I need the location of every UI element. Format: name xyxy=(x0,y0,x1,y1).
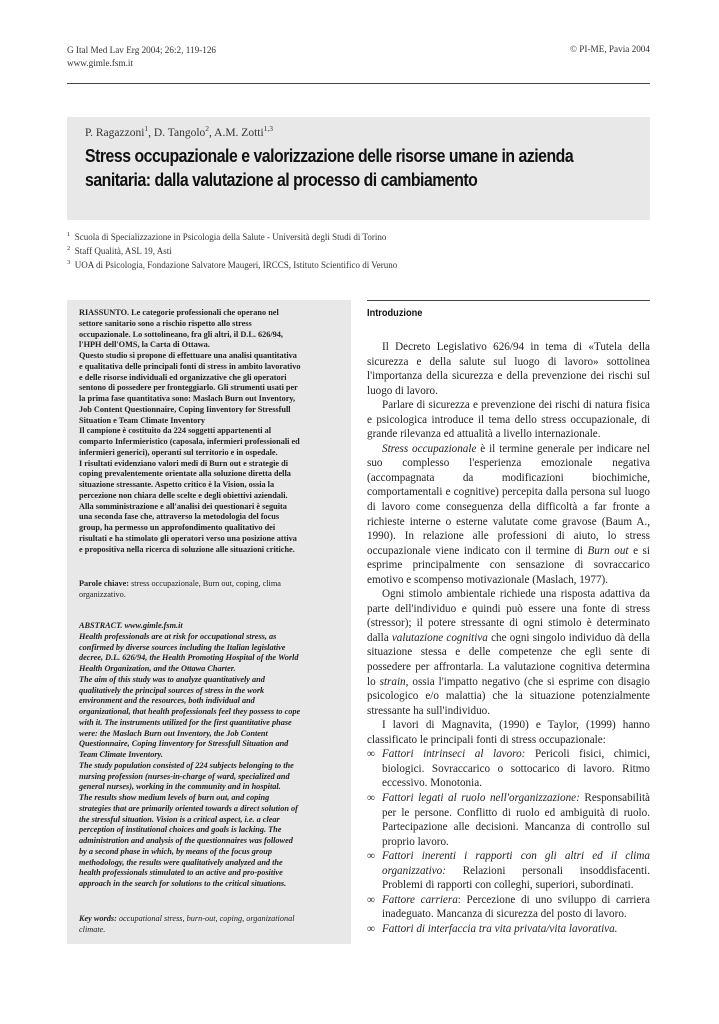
abstract-line: settore sanitario sono a rischio rispetto allo stress xyxy=(79,318,252,328)
paragraph: Parlare di sicurezza e prevenzione dei rischi di natura fisica e psicologica introduce il tema dello stress occupazionale, di grande rilevanza ed attualità a livello internazionale. xyxy=(367,399,650,441)
list-item: ∞ Fattore carriera: Percezione di uno sviluppo di carriera inadeguato. Mancanza di sicurezza del posto di lavoro. xyxy=(367,893,650,921)
affiliation: $^2$ Staff Qualità, ASL 19, Asti xyxy=(67,245,172,257)
list-item: ∞ Fattori inerenti i rapporti con gli altri ed il clima organizzativo: Relazioni personali insoddisfacenti. Problemi di rapporti con colleghi, superiori, subordinati. xyxy=(367,850,650,892)
author-name: , A.M. Zotti xyxy=(209,126,264,139)
abstract-line: The results show medium levels of burn out, and coping xyxy=(79,793,270,802)
journal-reference: G Ital Med Lav Erg 2004; 26:2, 119-126 xyxy=(67,45,217,55)
list-item: ∞ Fattori di interfaccia tra vita privata/vita lavorativa. xyxy=(367,922,618,935)
list-item: ∞ Fattori legati al ruolo nell'organizzazione: Responsabilità per le persone. Conflitto di ruolo ed ambiguità di ruolo. Partecipazione alle decisioni. Mancanza di controllo sul proprio lavoro. xyxy=(367,791,650,848)
copyright: © PI-ME, Pavia 2004 xyxy=(570,44,650,54)
author-affil-mark: 1,3 xyxy=(263,124,274,133)
abstract-line: Questo studio si propone di effettuare una analisi quantitativa xyxy=(79,351,297,360)
abstract-line: comparto Infermieristico (caposala, infermieri professionali ed xyxy=(79,437,300,446)
paper-title xyxy=(85,144,635,192)
abstract-line: health professionals stimulated to an active and pro-positive xyxy=(79,868,283,878)
abstract-line: infermieri generici), operanti sul territorio e in ospedale. xyxy=(79,447,278,457)
keywords-label: Key words: xyxy=(79,914,117,923)
paragraph: Il Decreto Legislativo 626/94 in tema di «Tutela della sicurezza e della salute sul luogo di lavoro» sottolinea l'importanza della sicurezza e della prevenzione dei rischi sul luogo di lavoro. xyxy=(367,341,650,397)
section-rule xyxy=(367,300,650,301)
abstract-line: general nurses), working in the community and in hospital. xyxy=(79,782,281,792)
abstract-line: la prima fase quantitativa sono: Maslach Burn out Inventory, xyxy=(79,394,296,403)
infinity-bullet-icon: ∞ xyxy=(367,791,375,804)
authors xyxy=(85,124,273,139)
keywords-english: Key words: occupational stress, burn-out, coping, organizational climate. xyxy=(79,914,295,934)
abstract-line: with it. The instruments utilized for the first quantitative phase xyxy=(79,717,292,727)
abstract-line: The aim of this study was to analyze quantitatively and xyxy=(79,674,265,684)
abstract-line: Questionnaire, Coping Iinventory for Stressfull Situation and xyxy=(79,739,289,749)
keywords-italian: Parole chiave: stress occupazionale, Burn out, coping, clima organizzativo. xyxy=(79,579,281,599)
paragraph: Ogni stimolo ambientale richiede una risposta adattiva da parte dell'individuo e quindi può essere una fonte di stress (stressor); il potere stressante di ogni stimolo è determinato dalla valutazione cognitiva che ogni singolo individuo dà della situazione stessa e delle competenze che egli sente di possedere per affrontarla. La valutazione cognitiva determina lo strain, ossia l'impatto negativo (che si esprime con disagio psicologico e/o malattia) che la situazione potenzialmente stressante ha sull'individuo. xyxy=(367,588,650,717)
abstract-line: Il campione è costituito da 224 soggetti appartenenti al xyxy=(79,426,272,436)
author-name: P. Ragazzoni xyxy=(85,126,145,139)
abstract-line: e propositiva nella ricerca di soluzione alle situazioni critiche. xyxy=(79,544,295,554)
abstract-line: una seconda fase che, attraverso la metodologia del focus xyxy=(79,512,280,522)
abstract-line: Health professionals are at risk for occupational stress, as xyxy=(79,631,277,641)
journal-url[interactable]: www.gimle.fsm.it xyxy=(67,57,134,68)
infinity-bullet-icon: ∞ xyxy=(367,893,375,906)
abstract-line: confirmed by diverse sources including the Italian legislative xyxy=(79,642,286,652)
abstract-line: qualitatively the principal sources of stress in the work xyxy=(79,685,265,695)
abstract-line: decree, D.L. 626/94, the Health Promoting Hospital of the World xyxy=(79,653,299,663)
abstract-line: situazione stressante. Aspetto critico è la Vision, ossia la xyxy=(79,480,275,489)
abstract-line: methodology, the results were qualitatively analyzed and the xyxy=(79,857,283,867)
title-line: sanitaria: dalla valutazione al processo di cambiamento xyxy=(85,169,478,190)
infinity-bullet-icon: ∞ xyxy=(367,748,375,761)
journal-citation xyxy=(67,44,216,69)
affiliation: $^1$ Scuola di Specializzazione in Psicologia della Salute - Università degli Studi di Torino xyxy=(67,231,387,242)
author-affil-mark: 1 xyxy=(144,124,149,133)
abstract-line: the stressful situation. Vision is a critical aspect, i.e. a clear xyxy=(79,814,280,824)
abstract-line: approach in the search for solutions to the critical situations. xyxy=(79,879,287,888)
paragraph: I lavori di Magnavita, (1990) e Taylor, (1999) hanno classificato le principali fonti di stress occupazionale: xyxy=(367,719,650,746)
author-affil-mark: 2 xyxy=(205,124,210,133)
abstract-line: ABSTRACT. www.gimle.fsm.it xyxy=(79,621,183,630)
abstract-line: administration and analysis of the questionnaires was followed xyxy=(79,836,293,845)
keywords-label: Parole chiave: xyxy=(79,579,130,588)
abstract-line: perception of institutional choices and goals is lacking. The xyxy=(79,825,282,835)
abstract-line: e delle risorse individuali ed organizzative che gli operatori xyxy=(79,372,287,382)
abstract-line: The study population consisted of 224 subjects belonging to the xyxy=(79,760,294,770)
affiliation: $^3$ UOA di Psicologia, Fondazione Salvatore Maugeri, IRCCS, Istituto Scientifico di Veruno xyxy=(67,259,398,271)
abstract-italian xyxy=(79,308,341,555)
abstract-line: sentono di possedere per fronteggiarlo. Gli strumenti usati per xyxy=(79,383,298,393)
infinity-bullet-icon: ∞ xyxy=(367,922,375,935)
abstract-line: Job Content Questionnaire, Coping Iinventory for Stressfull xyxy=(79,404,291,414)
abstract-line: were: the Maslach Burn out Inventory, the Job Content xyxy=(79,728,268,738)
abstract-line: Alla somministrazione e all'analisi dei questionari è seguita xyxy=(79,501,287,511)
abstract-line: RIASSUNTO. Le categorie professionali che operano nel xyxy=(79,308,279,317)
abstract-line: group, ha permesso un approfondimento qualitativo dei xyxy=(79,523,276,532)
list-item: ∞ Fattori intrinseci al lavoro: Pericoli fisici, chimici, biologici. Sovraccarico o sottocarico di lavoro. Ritmo eccessivo. Monotonia. xyxy=(367,748,650,790)
section-heading: Introduzione xyxy=(367,307,423,319)
header-rule xyxy=(67,83,650,84)
paragraph: Stress occupazionale è il termine generale per indicare nel suo complesso l'esperienza emozionale negativa (accompagnata da modificazioni biochimiche, comportamentali e cognitive) percepita dalla persona sul luogo di lavoro come conseguenza della difficoltà a far fronte a richieste interne o esterne valutate come gravose (Baum A., 1990). In relazione alle professioni di aiuto, lo stress occupazionale viene indicato con il termine di Burn out e si esprime principalmente con sensazione di sovraccarico emotivo e scompenso motivazionale (Maslach, 1977). xyxy=(367,442,651,586)
stress-sources-list xyxy=(367,747,650,936)
title-line: Stress occupazionale e valorizzazione delle risorse umane in azienda xyxy=(85,145,574,166)
abstract-line: environment and the resources, both individual and xyxy=(79,696,255,706)
abstract-line: risultati e ha stimolato gli operatori verso una posizione attiva xyxy=(79,533,297,543)
abstract-line: strategies that are primarily oriented towards a direct solution of xyxy=(79,803,298,813)
author-name: , D. Tangolo xyxy=(148,126,206,139)
abstract-line: occupazionale. Lo sottolineano, fra gli altri, il D.L. 626/94, xyxy=(79,329,283,339)
abstract-line: Health Organization, and the Ottawa Charter. xyxy=(79,664,236,673)
abstract-line: nursing profession (nurses-in-charge of ward, specialized and xyxy=(79,771,290,781)
abstract-line: coping prevalentemente orientate alla soluzione diretta della xyxy=(79,469,291,479)
abstract-line: l'HPH dell'OMS, la Carta di Ottawa. xyxy=(79,340,210,350)
abstract-line: I risultati evidenziano valori medi di Burn out e strategie di xyxy=(79,458,288,468)
abstract-line: Team Climate Inventory. xyxy=(79,750,163,759)
abstract-line: by a second phase in which, by means of the focus group xyxy=(79,846,272,856)
abstract-line: percezione non chiara delle scelte e degli obiettivi aziendali. xyxy=(79,490,288,500)
abstract-english xyxy=(79,621,341,890)
abstract-line: e qualitativa delle principali fonti di stress in ambito lavorativo xyxy=(79,361,301,371)
infinity-bullet-icon: ∞ xyxy=(367,850,375,863)
abstract-line: organizational, that health professionals feel they possess to cope xyxy=(79,707,301,716)
abstract-line: Situation e Team Climate Inventory xyxy=(79,415,206,425)
affiliations xyxy=(67,229,397,272)
body-text xyxy=(367,340,650,936)
